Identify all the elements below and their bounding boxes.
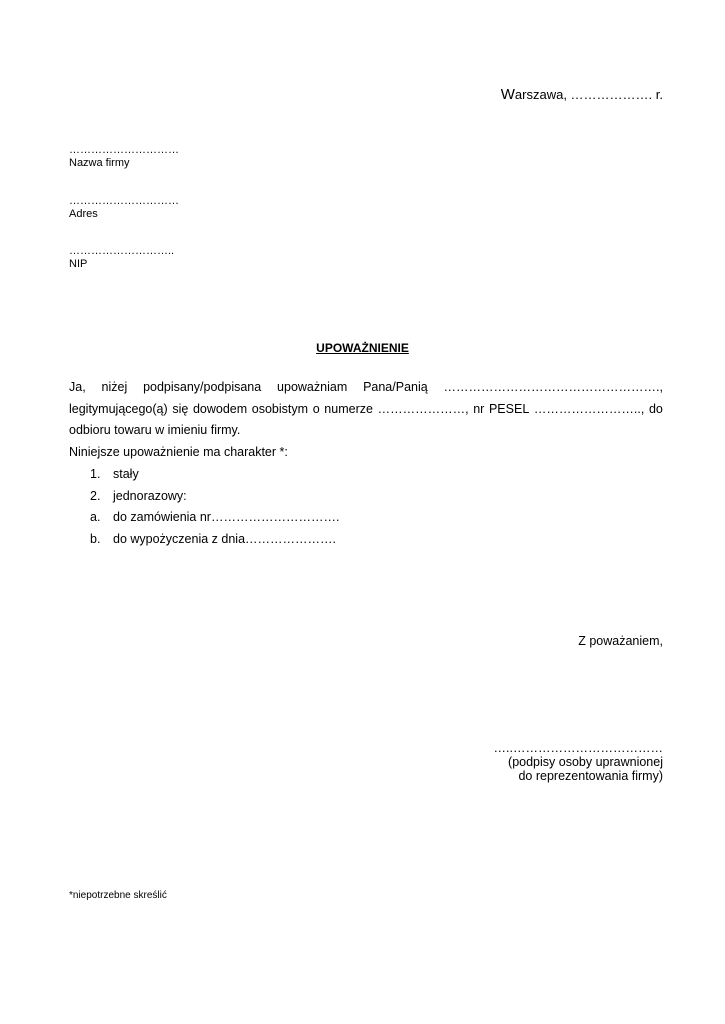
paragraph-word: do [648,401,663,416]
paragraph-word: Ja, [69,380,86,394]
document-title: UPOWAŻNIENIE [316,341,409,355]
company-name-field[interactable]: ………………………… [69,144,179,156]
company-name-label: Nazwa firmy [69,157,130,169]
company-nip-label: NIP [69,258,88,270]
signature-caption-line-2: do reprezentowania firmy) [518,769,663,783]
signature-field[interactable]: …..……………………………… [493,741,663,755]
company-address-label: Adres [69,208,98,220]
paragraph-word: niżej [101,380,128,394]
company-nip-field[interactable]: ……………………….. [69,245,175,257]
list-marker: 2. [90,488,101,503]
paragraph-line-2 [69,399,663,421]
list-marker: 1. [90,467,101,481]
paragraph-word: upoważniam [277,380,348,394]
authorization-paragraph [69,377,663,463]
paragraph-line-3: odbioru towaru w imieniu firmy. [69,423,241,437]
list-marker: a. [90,510,101,524]
list-marker: b. [90,531,101,546]
company-address-field[interactable]: ………………………… [69,195,179,207]
paragraph-line-1 [69,377,663,399]
city-date-line [501,86,663,103]
paragraph-word: osobistym [251,401,309,416]
list-item-text: do wypożyczenia z dnia…………………. [113,531,336,546]
paragraph-word: …………………, [377,401,469,416]
paragraph-word: dowodem [192,401,248,416]
city-initial: W [500,86,515,103]
list-item-text: stały [113,467,139,481]
list-item-text: jednorazowy: [113,488,187,503]
paragraph-word: numerze [324,401,373,416]
paragraph-word: podpisany/podpisana [143,380,262,394]
paragraph-word: legitymującego(ą) [69,401,168,416]
paragraph-word: …………………….., [533,401,645,416]
city-date-text: arszawa, ………………. r. [514,87,663,102]
paragraph-line-4: Niniejsze upoważnienie ma charakter *: [69,444,288,459]
closing-phrase: Z poważaniem, [578,634,663,648]
signature-caption-line-1: (podpisy osoby uprawnionej [508,755,663,769]
paragraph-word: nr [473,401,485,416]
list-item-text: do zamówienia nr…………………………. [113,510,340,524]
paragraph-word: PESEL [488,401,530,416]
footnote: *niepotrzebne skreślić [69,890,167,901]
paragraph-word: Pana/Panią [363,380,428,394]
paragraph-word: o [312,401,320,416]
paragraph-word: się [172,401,189,416]
paragraph-word: ……………………………………………., [443,380,663,394]
